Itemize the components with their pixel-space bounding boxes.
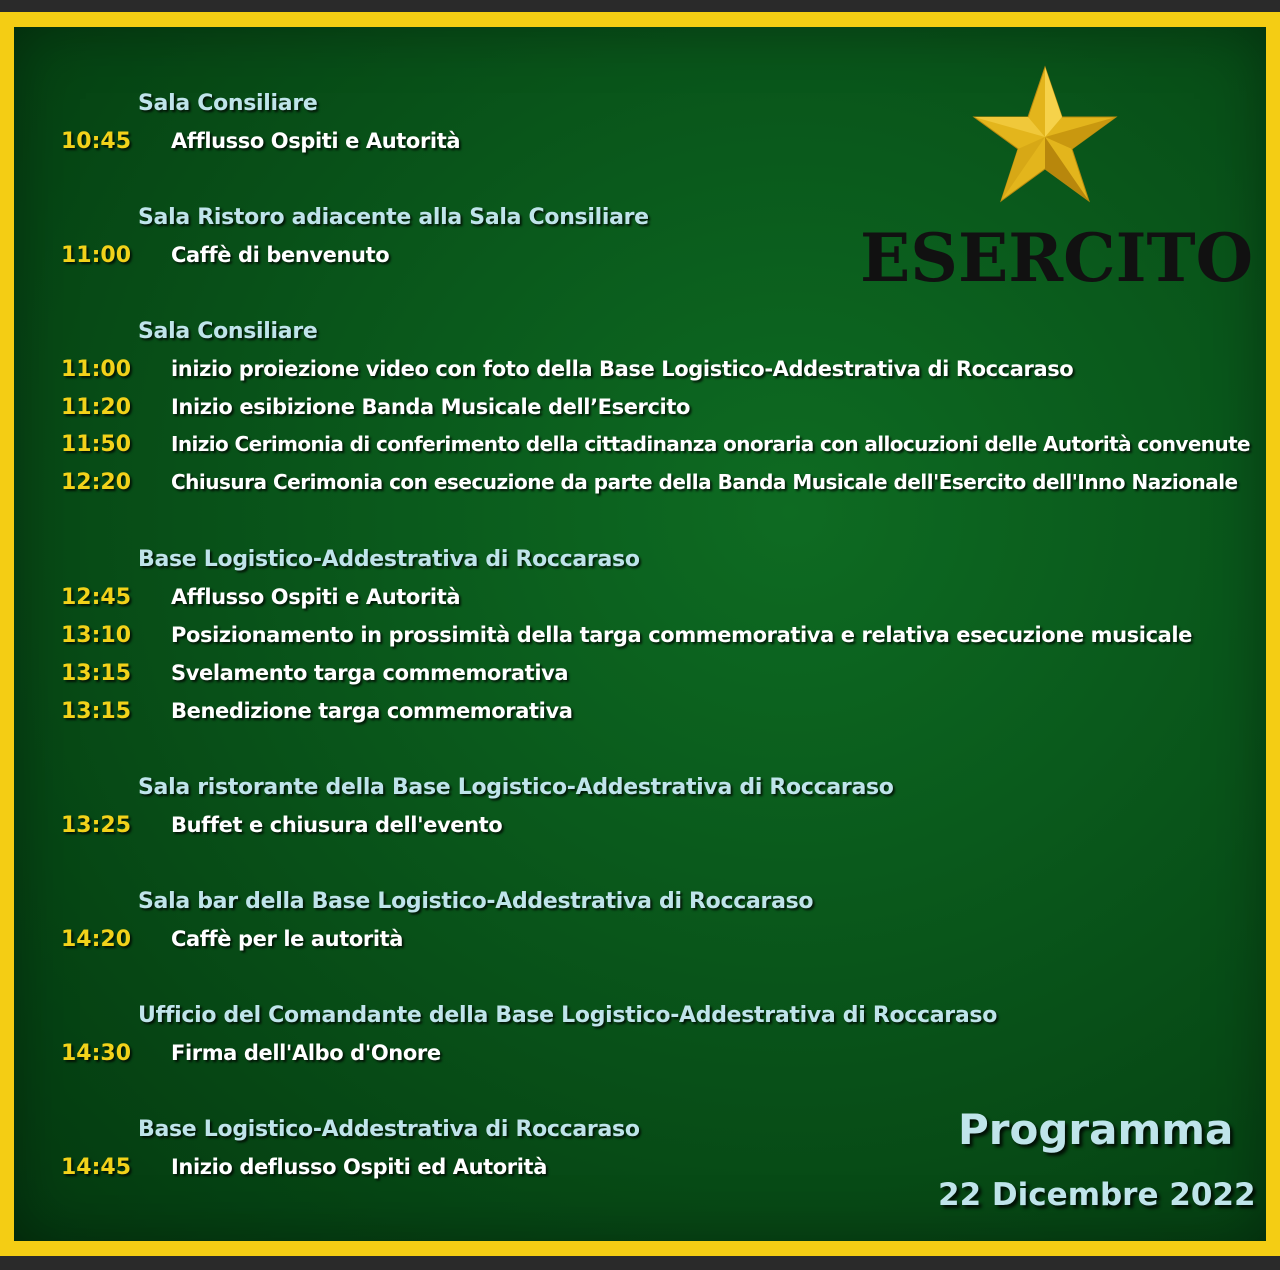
time-label: 14:45 <box>61 1155 132 1180</box>
time-label: 13:15 <box>61 661 132 686</box>
time-label: 12:20 <box>61 470 132 495</box>
event-description: Buffet e chiusura dell'evento <box>171 813 503 837</box>
location-heading: Ufficio del Comandante della Base Logistico-Addestrativa di Roccaraso <box>138 1003 998 1028</box>
event-description: Caffè per le autorità <box>171 927 404 951</box>
event-description: Firma dell'Albo d'Onore <box>171 1041 441 1065</box>
event-description: Afflusso Ospiti e Autorità <box>171 129 461 153</box>
event-description: Inizio deflusso Ospiti ed Autorità <box>171 1155 547 1179</box>
esercito-logo-text: ESERCITO <box>860 219 1254 297</box>
event-description: Inizio Cerimonia di conferimento della cittadinanza onoraria con allocuzioni delle Autorità convenute <box>171 432 1251 456</box>
time-label: 11:00 <box>61 243 132 268</box>
event-description: Chiusura Cerimonia con esecuzione da parte della Banda Musicale dell'Esercito dell'Inno Nazionale <box>171 470 1238 494</box>
event-description: Benedizione targa commemorativa <box>171 699 573 723</box>
location-heading: Sala Ristoro adiacente alla Sala Consiliare <box>138 205 649 230</box>
program-date: 22 Dicembre 2022 <box>938 1177 1256 1213</box>
event-description: inizio proiezione video con foto della Base Logistico-Addestrativa di Roccaraso <box>171 357 1074 381</box>
event-description: Afflusso Ospiti e Autorità <box>171 585 461 609</box>
location-heading: Sala bar della Base Logistico-Addestrativa di Roccaraso <box>138 889 814 914</box>
program-panel <box>14 27 1266 1241</box>
event-description: Svelamento targa commemorativa <box>171 661 569 685</box>
time-label: 13:25 <box>61 813 132 838</box>
yellow-frame <box>0 12 1280 1256</box>
time-label: 14:30 <box>61 1041 132 1066</box>
time-label: 14:20 <box>61 927 132 952</box>
location-heading: Sala ristorante della Base Logistico-Addestrativa di Roccaraso <box>138 775 894 800</box>
star-icon <box>972 65 1118 205</box>
time-label: 11:50 <box>61 432 132 457</box>
event-description: Caffè di benvenuto <box>171 243 390 267</box>
time-label: 10:45 <box>61 129 132 154</box>
event-description: Inizio esibizione Banda Musicale dell’Esercito <box>171 395 691 419</box>
location-heading: Sala Consiliare <box>138 91 318 116</box>
location-heading: Sala Consiliare <box>138 319 318 344</box>
time-label: 13:15 <box>61 699 132 724</box>
program-title: Programma <box>958 1105 1234 1154</box>
event-description: Posizionamento in prossimità della targa commemorativa e relativa esecuzione musicale <box>171 623 1193 647</box>
location-heading: Base Logistico-Addestrativa di Roccaraso <box>138 1117 640 1142</box>
time-label: 11:20 <box>61 395 132 420</box>
time-label: 13:10 <box>61 623 132 648</box>
time-label: 11:00 <box>61 357 132 382</box>
location-heading: Base Logistico-Addestrativa di Roccaraso <box>138 547 640 572</box>
time-label: 12:45 <box>61 585 132 610</box>
